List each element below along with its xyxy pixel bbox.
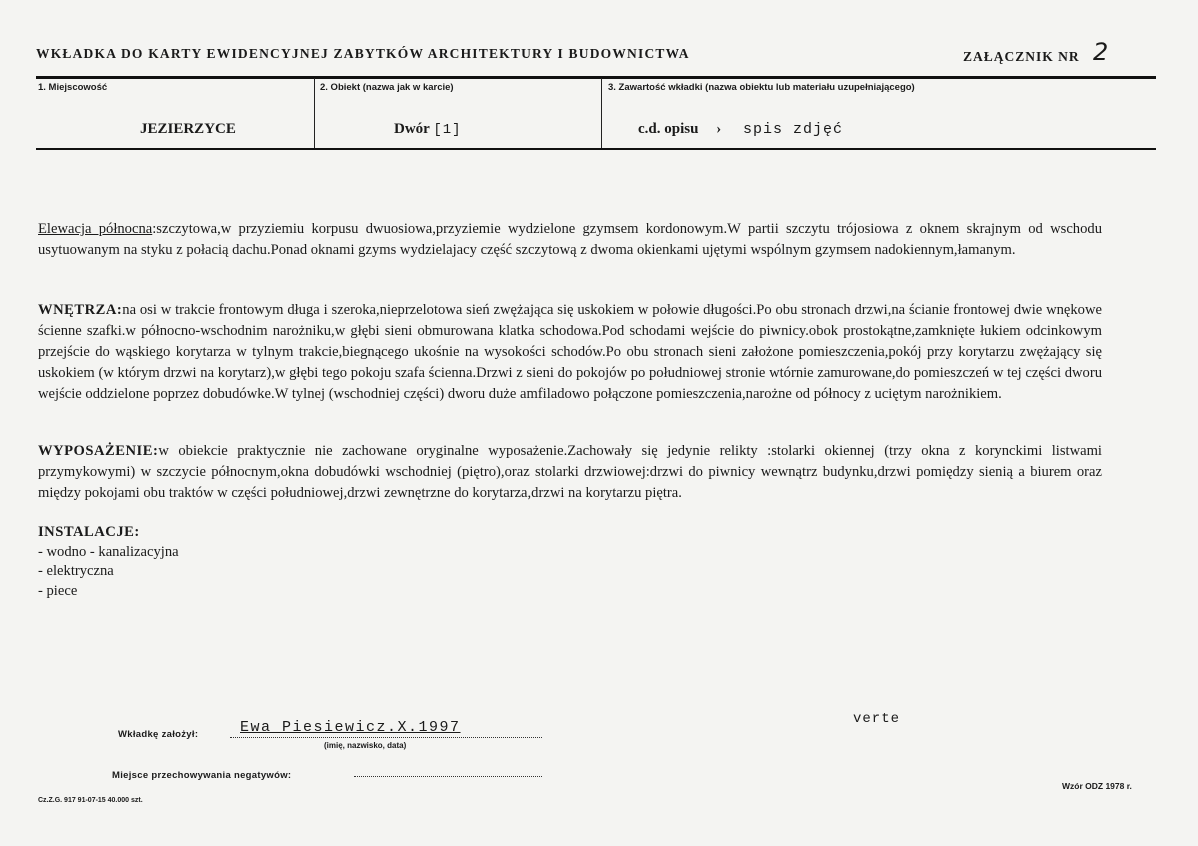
- author-value: Ewa Piesiewicz.X.1997: [240, 719, 461, 736]
- contents-label: 3. Zawartość wkładki (nazwa obiektu lub materiału uzupełniającego): [608, 82, 915, 93]
- annex-label: ZAŁĄCZNIK NR: [963, 49, 1080, 64]
- form-title: WKŁADKA DO KARTY EWIDENCYJNEJ ZABYTKÓW ARCHITEKTURY I BUDOWNICTWA: [36, 46, 690, 61]
- verte-note: verte: [853, 711, 901, 727]
- print-info: Cz.Z.G. 917 91-07-15 40.000 szt.: [38, 797, 143, 804]
- installations-heading: INSTALACJE:: [38, 524, 140, 540]
- installations-section: [38, 523, 179, 601]
- north-elevation-text: :szczytowa,w przyziemiu korpusu dwuosiowa,przyziemie wydzielone gzymsem kordonowym.W partii szczytu trójosiowa z oknem skrajnym od wschodu usytuowanym na styku z połacią dachu.Ponad oknami gzyms wydzielajacy część szczytową z dwoma okienkami ujętymi wspólnym gzymsem nadokiennym,łamanym.: [38, 221, 1102, 258]
- author-dotted-line: [230, 737, 542, 738]
- interiors-text: na osi w trakcie frontowym długa i szeroka,nieprzelotowa sień zwężająca się uskokiem w połowie długości.Po obu stronach drzwi,na ścianie frontowej dwie wnękowe ścienne szafki.w północno-wschodnim narożniku,w głębi sieni obmurowana klatka schodowa.Pod schodami wejście do piwnicy.obok prostokątne,zamknięte łukiem odcinkowym przejście do wąskiego korytarza w tylnym trakcie,biegnącego ukośnie na wysokości schodów.Po obu stronach sieni założone pomieszczenia,pokój przy korytarzu zwężający się uskokiem (w którym drzwi na korytarz),w głębi tego pokoju szafa ścienna.Drzwi z sieni do pokojów po południowej stronie wtórnie zamurowane,do pomieszczeń w tej części dworu wejście oddzielone poprzez dobudówke.W tylnej (wschodniej części) dworu duże amfiladowo połączone pomieszczenia,narożne od północy z uciętym narożnikiem.: [38, 302, 1102, 402]
- north-elevation-heading: Elewacja północna: [38, 221, 153, 237]
- form-model: Wzór ODZ 1978 r.: [1062, 781, 1132, 791]
- locality-value: JEZIERZYCE: [140, 121, 236, 137]
- interiors-heading: WNĘTRZA:: [38, 302, 123, 318]
- separator-mark: ›: [716, 121, 722, 137]
- header-top-rule: [36, 76, 1156, 79]
- object-name: Dwór: [394, 121, 430, 137]
- column-divider-2: [601, 78, 602, 148]
- furnishings-paragraph: [38, 441, 1102, 504]
- contents-typed: spis zdjęć: [742, 121, 843, 138]
- negatives-dotted-line: [354, 776, 542, 777]
- negatives-label: Miejsce przechowywania negatywów:: [112, 770, 292, 781]
- author-label: Wkładkę założył:: [118, 729, 199, 740]
- interiors-paragraph: [38, 300, 1102, 405]
- locality-label: 1. Miejscowość: [38, 82, 108, 93]
- north-elevation-paragraph: [38, 219, 1102, 261]
- furnishings-heading: WYPOSAŻENIE:: [38, 443, 159, 459]
- column-divider-1: [314, 78, 315, 148]
- installation-item: - wodno - kanalizacyjna: [38, 543, 179, 560]
- contents-value: [638, 121, 843, 138]
- installation-item: - elektryczna: [38, 563, 114, 579]
- object-value: [394, 121, 462, 138]
- object-label: 2. Obiekt (nazwa jak w karcie): [320, 82, 454, 93]
- contents-text: c.d. opisu: [638, 121, 699, 137]
- header-bottom-rule: [36, 148, 1156, 150]
- author-hint: (imię, nazwisko, data): [324, 741, 407, 750]
- installation-item: - piece: [38, 582, 78, 599]
- object-number: [1]: [433, 122, 462, 138]
- furnishings-text: w obiekcie praktycznie nie zachowane oryginalne wyposażenie.Zachowały się jedynie relikty :stolarki okiennej (trzy okna z korynckimi listwami przymykowymi) w szczycie północnym,okna dobudówki wschodniej (piętro),oraz stolarki drzwiowej:drzwi do piwnicy wewnątrz budynku,drzwi pomiędzy sienią a biurem oraz między pokojami obu traktów w części południowej,drzwi zewnętrzne do korytarza,drzwi na korytarzu piętra.: [38, 443, 1102, 501]
- annex-number: 2: [1093, 38, 1109, 66]
